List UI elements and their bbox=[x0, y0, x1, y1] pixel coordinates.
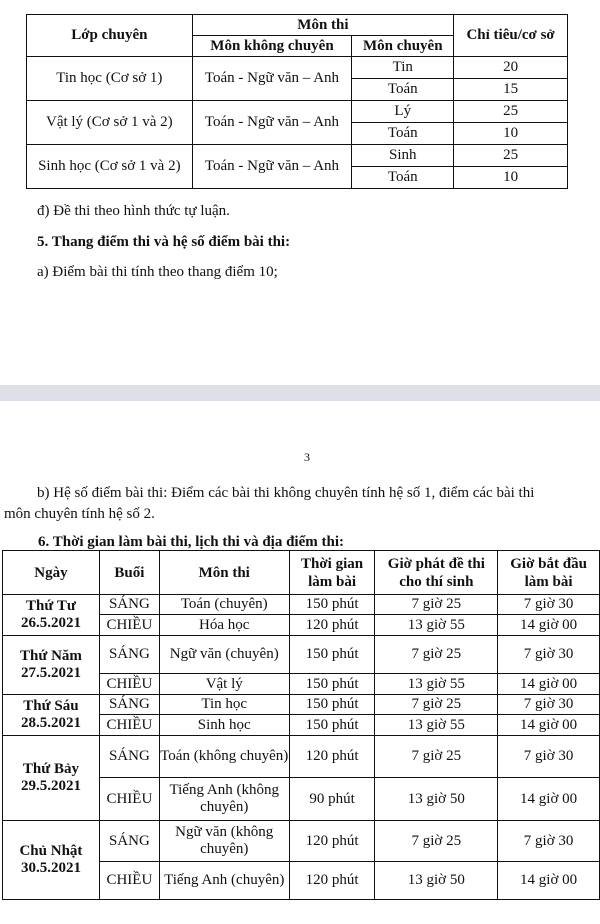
duration-cell: 150 phút bbox=[289, 715, 375, 736]
start-time-cell: 7 giờ 30 bbox=[498, 736, 600, 778]
subject-cell: Ngữ văn (chuyên) bbox=[159, 636, 289, 674]
quota-row bbox=[27, 145, 568, 167]
session-cell: CHIỀU bbox=[99, 862, 159, 900]
day-cell bbox=[3, 821, 100, 900]
distribute-time-cell: 7 giờ 25 bbox=[375, 636, 498, 674]
section-5-heading: 5. Thang điểm thi và hệ số điểm bài thi: bbox=[37, 234, 291, 250]
subject-cell: Tiếng Anh (không chuyên) bbox=[159, 778, 289, 821]
item-a: a) Điểm bài thi tính theo thang điểm 10; bbox=[37, 264, 278, 280]
quota-cell: 20 bbox=[454, 57, 568, 79]
class-name-cell: Tin học (Cơ sở 1) bbox=[27, 57, 193, 101]
header-major: Môn chuyên bbox=[352, 36, 454, 57]
day-cell bbox=[3, 695, 100, 736]
day-date: 30.5.2021 bbox=[20, 860, 81, 876]
day-cell bbox=[3, 636, 100, 695]
schedule-row bbox=[3, 695, 600, 715]
day-date: 28.5.2021 bbox=[20, 715, 81, 731]
page-break bbox=[0, 385, 600, 401]
day-name: Thứ Sáu bbox=[23, 698, 79, 714]
duration-cell: 120 phút bbox=[289, 862, 375, 900]
session-cell: SÁNG bbox=[99, 736, 159, 778]
session-cell: CHIỀU bbox=[99, 615, 159, 636]
subject-cell: Tiếng Anh (chuyên) bbox=[159, 862, 289, 900]
header-day: Ngày bbox=[3, 551, 100, 595]
item-d: đ) Đề thi theo hình thức tự luận. bbox=[37, 203, 230, 219]
header-subject: Môn thi bbox=[159, 551, 289, 595]
duration-cell: 90 phút bbox=[289, 778, 375, 821]
session-cell: CHIỀU bbox=[99, 778, 159, 821]
session-cell: SÁNG bbox=[99, 636, 159, 674]
quota-row bbox=[27, 57, 568, 79]
header-non-major: Môn không chuyên bbox=[192, 36, 352, 57]
session-cell: CHIỀU bbox=[99, 674, 159, 695]
major-cell: Tin bbox=[352, 57, 454, 79]
header-start-time: Giờ bắt đầu làm bài bbox=[498, 551, 600, 595]
session-cell: SÁNG bbox=[99, 595, 159, 615]
page-number: 3 bbox=[304, 450, 310, 464]
duration-cell: 120 phút bbox=[289, 821, 375, 862]
subject-cell: Toán (chuyên) bbox=[159, 595, 289, 615]
distribute-time-cell: 13 giờ 50 bbox=[375, 862, 498, 900]
class-name-cell: Vật lý (Cơ sở 1 và 2) bbox=[27, 101, 193, 145]
day-date: 26.5.2021 bbox=[20, 615, 81, 631]
header-quota: Chỉ tiêu/cơ sở bbox=[454, 15, 568, 57]
duration-cell: 150 phút bbox=[289, 674, 375, 695]
schedule-row bbox=[3, 595, 600, 615]
subject-cell: Tin học bbox=[159, 695, 289, 715]
start-time-cell: 14 giờ 00 bbox=[498, 674, 600, 695]
duration-cell: 150 phút bbox=[289, 636, 375, 674]
header-exam-subjects: Môn thi bbox=[192, 15, 454, 36]
schedule-row bbox=[3, 821, 600, 862]
subject-cell: Sinh học bbox=[159, 715, 289, 736]
distribute-time-cell: 13 giờ 55 bbox=[375, 715, 498, 736]
distribute-time-cell: 13 giờ 55 bbox=[375, 674, 498, 695]
distribute-time-cell: 13 giờ 50 bbox=[375, 778, 498, 821]
class-name-cell: Sinh học (Cơ sở 1 và 2) bbox=[27, 145, 193, 189]
header-distribute-time: Giờ phát đề thi cho thí sinh bbox=[375, 551, 498, 595]
header-duration: Thời gian làm bài bbox=[289, 551, 375, 595]
item-b-line1: b) Hệ số điểm bài thi: Điểm các bài thi không chuyên tính hệ số 1, điểm các bài thi bbox=[37, 485, 535, 501]
schedule-row bbox=[3, 736, 600, 778]
day-cell bbox=[3, 595, 100, 636]
start-time-cell: 7 giờ 30 bbox=[498, 636, 600, 674]
distribute-time-cell: 7 giờ 25 bbox=[375, 821, 498, 862]
distribute-time-cell: 13 giờ 55 bbox=[375, 615, 498, 636]
start-time-cell: 7 giờ 30 bbox=[498, 695, 600, 715]
major-cell: Toán bbox=[352, 167, 454, 189]
day-name: Thứ Năm bbox=[19, 648, 82, 664]
subject-cell: Toán (không chuyên) bbox=[159, 736, 289, 778]
major-cell: Lý bbox=[352, 101, 454, 123]
subject-cell: Hóa học bbox=[159, 615, 289, 636]
quota-cell: 25 bbox=[454, 101, 568, 123]
quota-cell: 15 bbox=[454, 79, 568, 101]
day-cell bbox=[3, 736, 100, 821]
major-cell: Sinh bbox=[352, 145, 454, 167]
start-time-cell: 14 giờ 00 bbox=[498, 615, 600, 636]
quota-table bbox=[26, 14, 568, 189]
section-6-heading: 6. Thời gian làm bài thi, lịch thi và địa điểm thi: bbox=[38, 534, 344, 550]
start-time-cell: 14 giờ 00 bbox=[498, 862, 600, 900]
document-page-top bbox=[0, 0, 600, 385]
major-cell: Toán bbox=[352, 123, 454, 145]
day-name: Thứ Tư bbox=[26, 598, 76, 614]
non-major-cell: Toán - Ngữ văn – Anh bbox=[192, 101, 352, 145]
session-cell: SÁNG bbox=[99, 695, 159, 715]
header-session: Buổi bbox=[99, 551, 159, 595]
duration-cell: 150 phút bbox=[289, 595, 375, 615]
session-cell: SÁNG bbox=[99, 821, 159, 862]
day-name: Chủ Nhật bbox=[19, 843, 83, 859]
duration-cell: 120 phút bbox=[289, 615, 375, 636]
subject-cell: Ngữ văn (không chuyên) bbox=[159, 821, 289, 862]
non-major-cell: Toán - Ngữ văn – Anh bbox=[192, 57, 352, 101]
distribute-time-cell: 7 giờ 25 bbox=[375, 595, 498, 615]
schedule-row bbox=[3, 636, 600, 674]
exam-schedule-table bbox=[2, 550, 600, 900]
day-date: 27.5.2021 bbox=[20, 665, 81, 681]
duration-cell: 120 phút bbox=[289, 736, 375, 778]
start-time-cell: 14 giờ 00 bbox=[498, 778, 600, 821]
distribute-time-cell: 7 giờ 25 bbox=[375, 695, 498, 715]
subject-cell: Vật lý bbox=[159, 674, 289, 695]
start-time-cell: 14 giờ 00 bbox=[498, 715, 600, 736]
quota-cell: 10 bbox=[454, 167, 568, 189]
session-cell: CHIỀU bbox=[99, 715, 159, 736]
day-name: Thứ Bảy bbox=[22, 761, 79, 777]
header-class: Lớp chuyên bbox=[27, 15, 193, 57]
major-cell: Toán bbox=[352, 79, 454, 101]
start-time-cell: 7 giờ 30 bbox=[498, 821, 600, 862]
quota-cell: 10 bbox=[454, 123, 568, 145]
duration-cell: 150 phút bbox=[289, 695, 375, 715]
start-time-cell: 7 giờ 30 bbox=[498, 595, 600, 615]
quota-row bbox=[27, 101, 568, 123]
non-major-cell: Toán - Ngữ văn – Anh bbox=[192, 145, 352, 189]
item-b-line2: môn chuyên tính hệ số 2. bbox=[4, 506, 155, 522]
distribute-time-cell: 7 giờ 25 bbox=[375, 736, 498, 778]
quota-cell: 25 bbox=[454, 145, 568, 167]
day-date: 29.5.2021 bbox=[20, 778, 81, 794]
